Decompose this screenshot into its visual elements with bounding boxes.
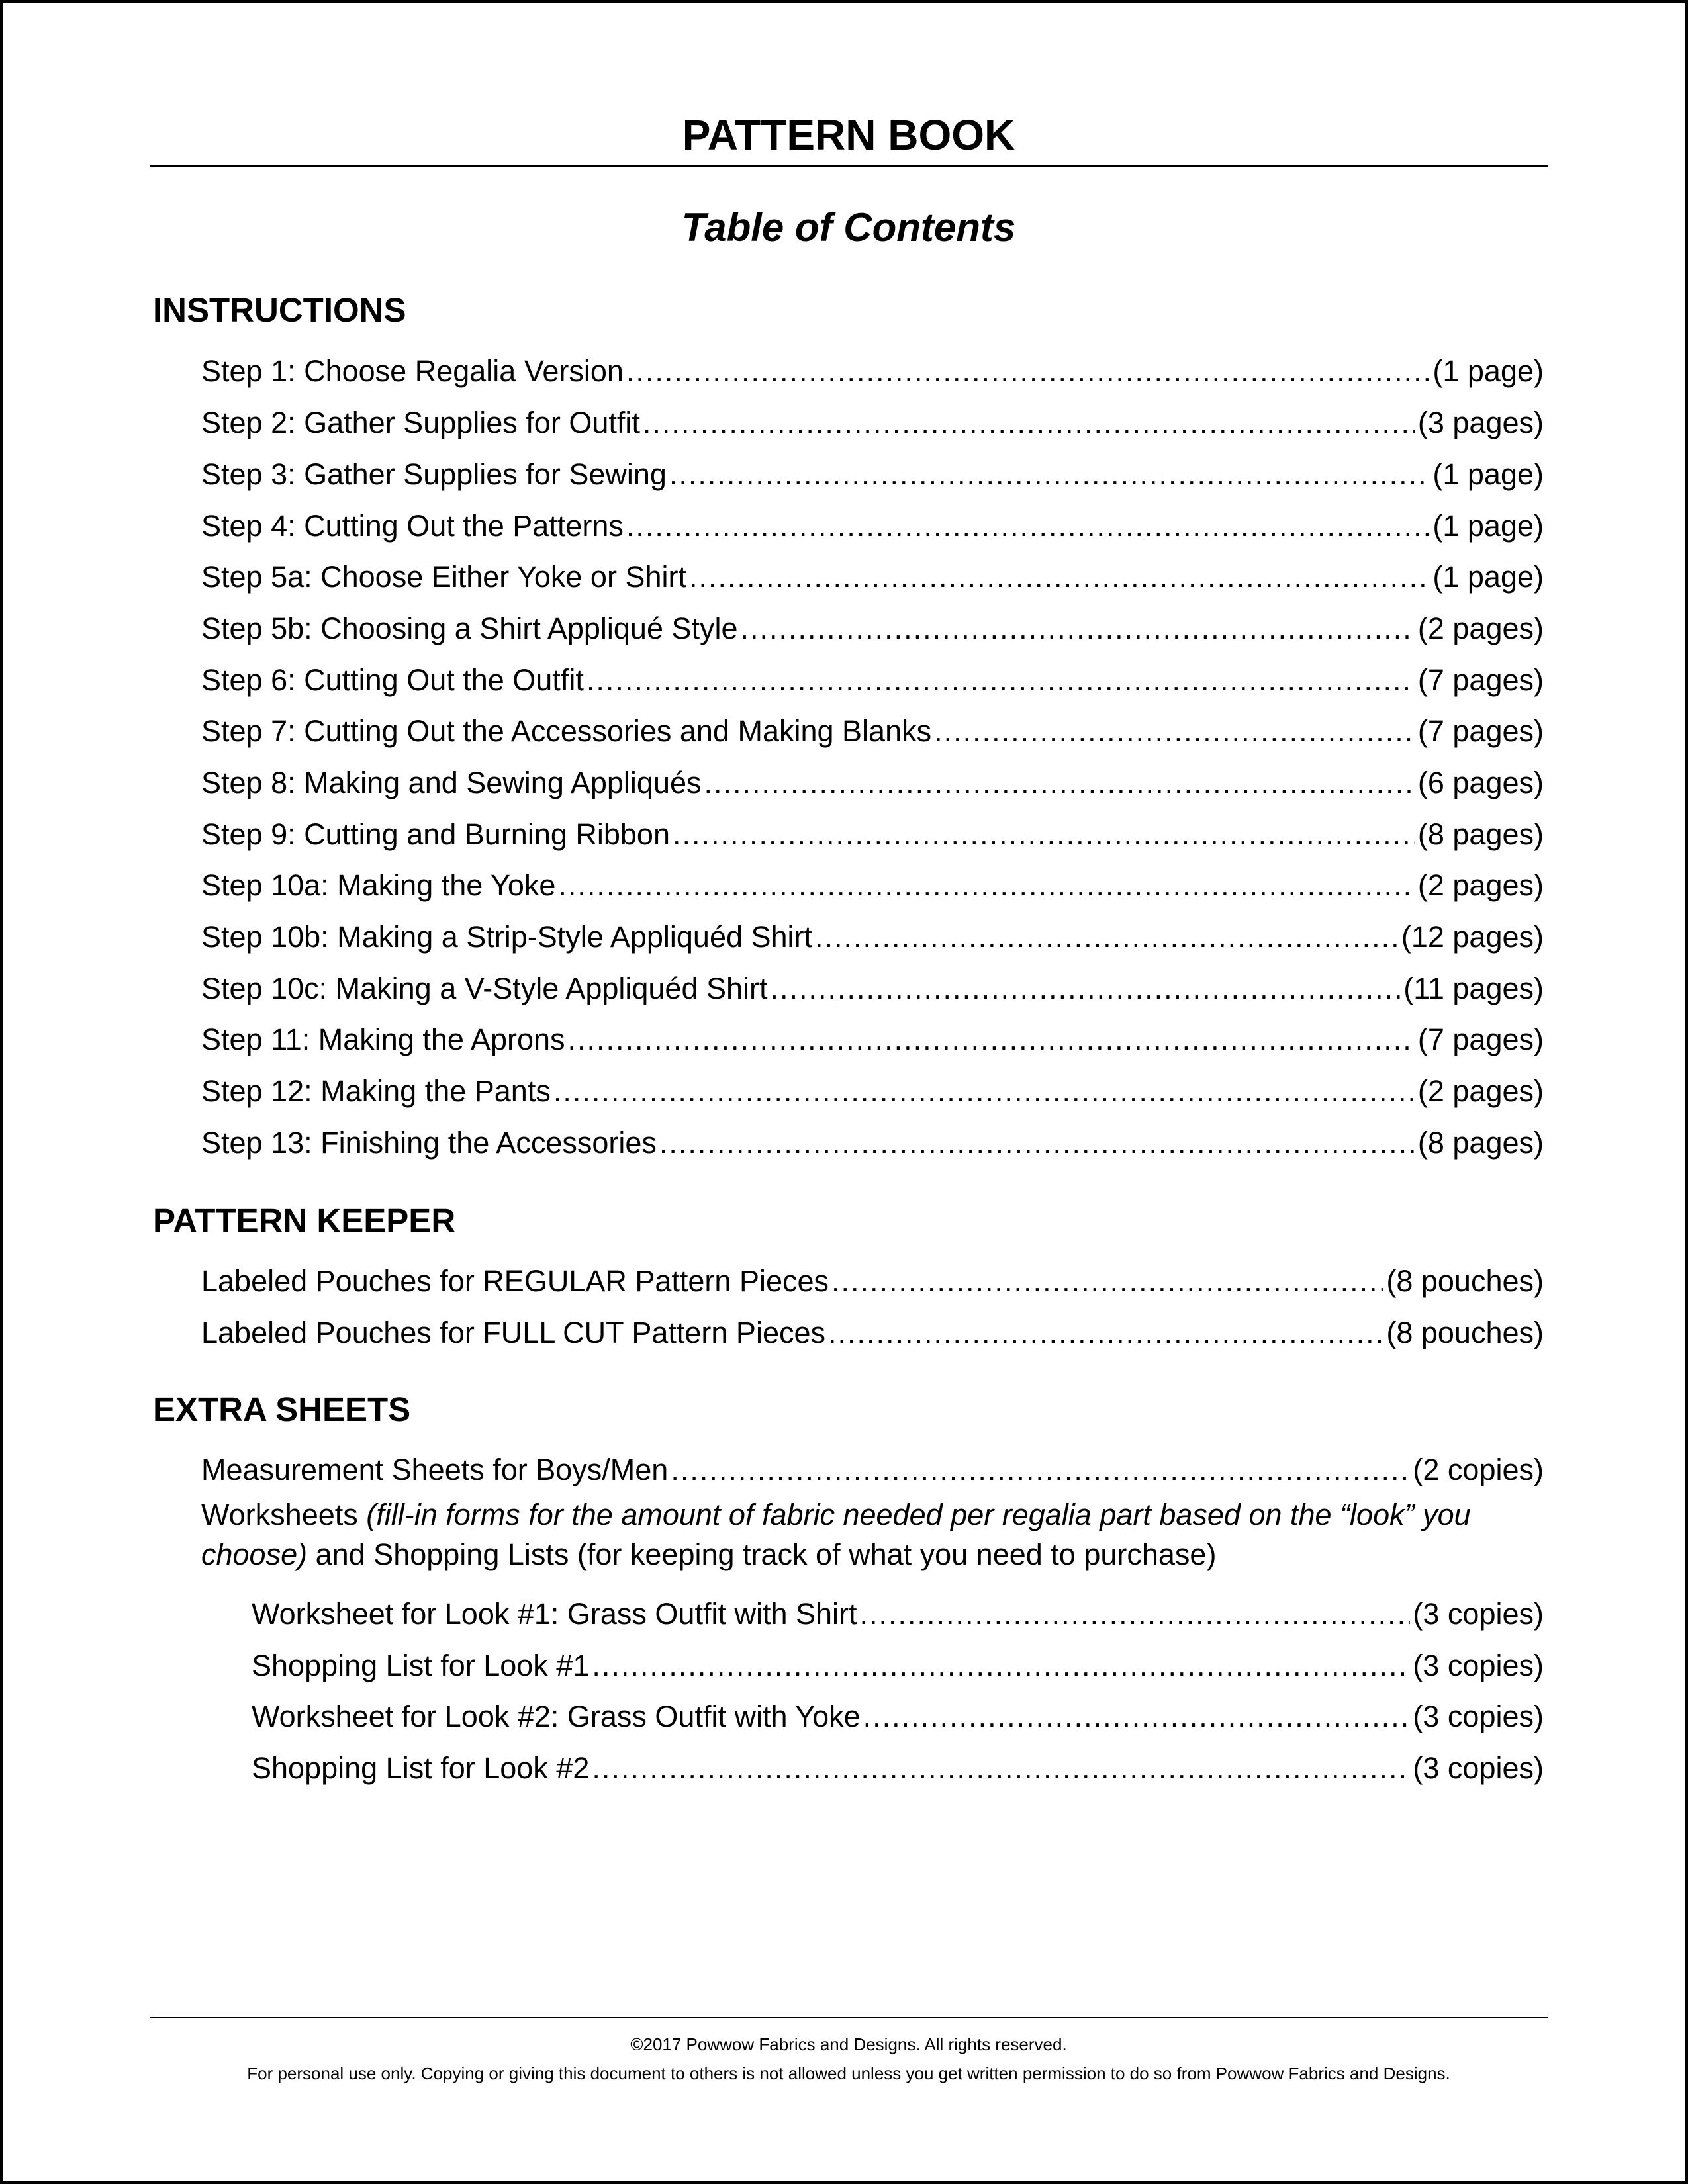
toc-entry-count: (6 pages) bbox=[1417, 766, 1544, 799]
toc-entry[interactable] bbox=[201, 554, 1544, 600]
toc-entry[interactable] bbox=[201, 1017, 1544, 1063]
toc-entry[interactable] bbox=[201, 811, 1544, 858]
toc-entry[interactable] bbox=[201, 966, 1544, 1012]
toc-entry-count: (8 pages) bbox=[1417, 817, 1544, 851]
toc-entry-count: (2 pages) bbox=[1417, 612, 1544, 645]
toc-entry[interactable] bbox=[201, 348, 1544, 394]
document-title: PATTERN BOOK bbox=[682, 111, 1015, 159]
dot-leader bbox=[592, 1745, 1410, 1792]
toc-entry[interactable] bbox=[201, 451, 1544, 498]
dot-leader bbox=[689, 554, 1430, 600]
footer-divider bbox=[150, 2017, 1548, 2018]
toc-entry-label: Step 8: Making and Sewing Appliqués bbox=[201, 766, 702, 799]
worksheets-note-italic: (fill-in forms for the amount of fabric needed per regalia part based on the “look” you choose) bbox=[201, 1498, 1471, 1571]
toc-heading: Table of Contents bbox=[681, 205, 1016, 250]
toc-entry-label: Step 6: Cutting Out the Outfit bbox=[201, 663, 584, 697]
toc-entry-label: Step 10c: Making a V-Style Appliquéd Shirt bbox=[201, 972, 768, 1005]
dot-leader bbox=[568, 1017, 1415, 1063]
dot-leader bbox=[831, 1258, 1383, 1304]
toc-entry-count: (2 pages) bbox=[1417, 868, 1544, 902]
toc-entry-label: Worksheet for Look #2: Grass Outfit with Yoke bbox=[252, 1700, 861, 1733]
toc-entry-label: Step 7: Cutting Out the Accessories and Making Blanks bbox=[201, 714, 932, 748]
toc-entry-label: Step 1: Choose Regalia Version bbox=[201, 354, 624, 388]
toc-entry[interactable] bbox=[201, 657, 1544, 704]
toc-entry-label: Step 10a: Making the Yoke bbox=[201, 868, 556, 902]
toc-entry[interactable] bbox=[201, 1120, 1544, 1166]
toc-entry-count: (8 pages) bbox=[1417, 1126, 1544, 1160]
toc-entry[interactable] bbox=[252, 1694, 1544, 1740]
toc-entry-count: (3 copies) bbox=[1413, 1751, 1544, 1785]
toc-entry[interactable] bbox=[201, 760, 1544, 806]
worksheets-description bbox=[201, 1495, 1552, 1574]
footer-notice: For personal use only. Copying or giving this document to others is not allowed unless you get written permission to do so from Powwow Fabrics and Designs. bbox=[247, 2064, 1450, 2083]
toc-entry-count: (7 pages) bbox=[1417, 1023, 1544, 1056]
section-heading-extra-sheets: EXTRA SHEETS bbox=[153, 1390, 411, 1428]
toc-entry[interactable] bbox=[201, 400, 1544, 446]
dot-leader bbox=[815, 914, 1399, 960]
toc-entry[interactable] bbox=[252, 1745, 1544, 1792]
toc-entry[interactable] bbox=[252, 1591, 1544, 1637]
toc-entry-count: (12 pages) bbox=[1401, 920, 1544, 954]
worksheets-note-suffix: and Shopping Lists (for keeping track of what you need to purchase) bbox=[307, 1537, 1217, 1571]
dot-leader bbox=[626, 348, 1430, 394]
toc-entry-count: (3 copies) bbox=[1413, 1700, 1544, 1733]
toc-entry-count: (2 copies) bbox=[1413, 1453, 1544, 1486]
toc-entry[interactable] bbox=[201, 1447, 1544, 1493]
dot-leader bbox=[860, 1591, 1411, 1637]
toc-entry-count: (1 page) bbox=[1432, 509, 1544, 543]
dot-leader bbox=[626, 503, 1430, 549]
dot-leader bbox=[934, 708, 1415, 754]
toc-entry-label: Step 5a: Choose Either Yoke or Shirt bbox=[201, 560, 686, 594]
toc-entry-count: (3 pages) bbox=[1417, 406, 1544, 439]
dot-leader bbox=[669, 451, 1430, 498]
dot-leader bbox=[592, 1643, 1410, 1689]
toc-entry-label: Step 12: Making the Pants bbox=[201, 1074, 551, 1108]
toc-entry-count: (8 pouches) bbox=[1386, 1264, 1544, 1298]
toc-entry[interactable] bbox=[201, 1258, 1544, 1304]
toc-entry[interactable] bbox=[201, 1068, 1544, 1115]
toc-entry[interactable] bbox=[201, 862, 1544, 909]
worksheets-note-prefix: Worksheets bbox=[201, 1498, 367, 1531]
footer-copyright: ©2017 Powwow Fabrics and Designs. All rights reserved. bbox=[630, 2034, 1067, 2054]
toc-entry-label: Shopping List for Look #2 bbox=[252, 1751, 590, 1785]
section-heading-instructions: INSTRUCTIONS bbox=[153, 291, 406, 329]
toc-entry[interactable] bbox=[201, 1310, 1544, 1356]
dot-leader bbox=[863, 1694, 1411, 1740]
toc-entry-label: Step 13: Finishing the Accessories bbox=[201, 1126, 657, 1160]
toc-entry-label: Worksheet for Look #1: Grass Outfit with Shirt bbox=[252, 1597, 857, 1631]
toc-entry-count: (1 page) bbox=[1432, 354, 1544, 388]
dot-leader bbox=[828, 1310, 1383, 1356]
dot-leader bbox=[586, 657, 1415, 704]
toc-entry-label: Measurement Sheets for Boys/Men bbox=[201, 1453, 669, 1486]
toc-entry[interactable] bbox=[201, 503, 1544, 549]
title-divider bbox=[150, 165, 1548, 167]
toc-entry-label: Step 2: Gather Supplies for Outfit bbox=[201, 406, 640, 439]
toc-entry[interactable] bbox=[201, 708, 1544, 754]
toc-entry-label: Labeled Pouches for FULL CUT Pattern Pieces bbox=[201, 1316, 826, 1349]
toc-entry-count: (7 pages) bbox=[1417, 714, 1544, 748]
dot-leader bbox=[558, 862, 1415, 909]
toc-entry[interactable] bbox=[201, 606, 1544, 652]
toc-entry-label: Step 11: Making the Aprons bbox=[201, 1023, 565, 1056]
dot-leader bbox=[673, 811, 1415, 858]
dot-leader bbox=[643, 400, 1415, 446]
toc-entry[interactable] bbox=[252, 1643, 1544, 1689]
dot-leader bbox=[659, 1120, 1415, 1166]
toc-entry-label: Step 5b: Choosing a Shirt Appliqué Style bbox=[201, 612, 738, 645]
toc-entry-label: Step 3: Gather Supplies for Sewing bbox=[201, 457, 667, 491]
toc-entry-count: (3 copies) bbox=[1413, 1597, 1544, 1631]
toc-entry-count: (1 page) bbox=[1432, 457, 1544, 491]
toc-entry-label: Labeled Pouches for REGULAR Pattern Pieces bbox=[201, 1264, 829, 1298]
dot-leader bbox=[704, 760, 1415, 806]
toc-entry-count: (2 pages) bbox=[1417, 1074, 1544, 1108]
toc-entry-label: Step 10b: Making a Strip-Style Appliquéd Shirt bbox=[201, 920, 813, 954]
dot-leader bbox=[771, 966, 1401, 1012]
toc-entry-count: (8 pouches) bbox=[1386, 1316, 1544, 1349]
toc-entry-label: Shopping List for Look #1 bbox=[252, 1649, 590, 1682]
toc-entry-label: Step 4: Cutting Out the Patterns bbox=[201, 509, 624, 543]
toc-entry-count: (3 copies) bbox=[1413, 1649, 1544, 1682]
section-heading-pattern-keeper: PATTERN KEEPER bbox=[153, 1202, 456, 1240]
toc-entry-count: (11 pages) bbox=[1403, 972, 1544, 1005]
toc-entry-label: Step 9: Cutting and Burning Ribbon bbox=[201, 817, 670, 851]
toc-entry[interactable] bbox=[201, 914, 1544, 960]
dot-leader bbox=[741, 606, 1415, 652]
toc-entry-count: (7 pages) bbox=[1417, 663, 1544, 697]
toc-entry-count: (1 page) bbox=[1432, 560, 1544, 594]
dot-leader bbox=[671, 1447, 1410, 1493]
dot-leader bbox=[553, 1068, 1415, 1115]
